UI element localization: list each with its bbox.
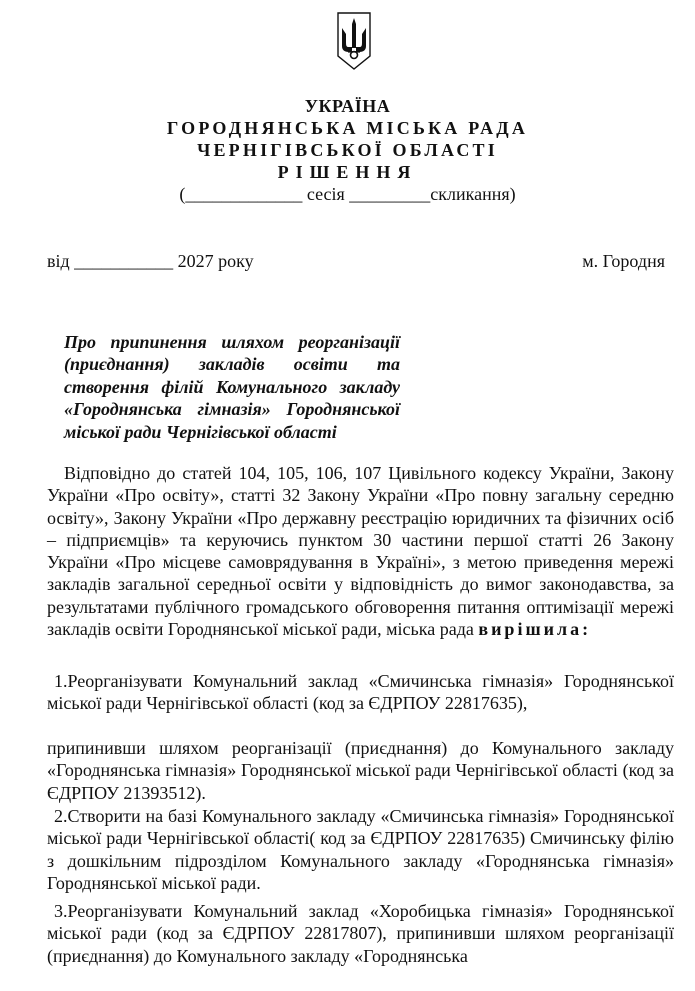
item-1-continuation: припинивши шляхом реорганізації (приєднання) до Комунального закладу «Городнянська гімназія» Городнянської міської ради Чернігівської області (код за ЄДРПОУ 21393512). — [47, 738, 674, 803]
preamble-text: Відповідно до статей 104, 105, 106, 107 Цивільного кодексу України, Закону України «Про освіту», статті 32 Закону України «Про повну загальну середню освіту», Закону України «Про державну реєстрацію юридичних та фізичних осіб – підприємців» та керуючись пунктом 30 частини першої статті 26 Закону України «Про місцеве самоврядування в Україні», з метою приведення мережі закладів загальної середньої освіти у відповідність до вимог законодавства, за результатами публічного громадського обговорення питання оптимізації мережі закладів освіти Городнянської міської ради, міська рада — [47, 463, 674, 640]
council-title: ГОРОДНЯНСЬКА МІСЬКА РАДА — [166, 118, 529, 138]
decided-label: вирішила: — [478, 619, 592, 640]
coat-of-arms-icon — [337, 12, 371, 70]
decision-subject: Про припинення шляхом реорганізації (приєднання) закладів освіти та створення філій Комунального закладу «Городнянська гімназія» Городнянської міської ради Чернігівської області — [64, 332, 400, 442]
item-3: 3.Реорганізувати Комунальний заклад «Хоробицька гімназія» Городнянської міської ради (код за ЄДРПОУ 22817807), припинивши шляхом реорганізації (приєднання) до Комунального закладу «Городнянська — [47, 901, 674, 966]
session-line: (_____________ сесія _________скликання) — [179, 184, 516, 204]
preamble-paragraph — [47, 462, 674, 640]
decision-date: від ___________ 2027 року — [47, 251, 254, 271]
dateline — [47, 250, 665, 272]
region-title: ЧЕРНІГІВСЬКОЇ ОБЛАСТІ — [197, 140, 498, 160]
item-1: 1.Реорганізувати Комунальний заклад «Смичинська гімназія» Городнянської міської ради Чернігівської області (код за ЄДРПОУ 22817635), — [47, 671, 674, 714]
country-title: УКРАЇНА — [304, 96, 391, 116]
item-2: 2.Створити на базі Комунального закладу «Смичинська гімназія» Городнянської міської ради Чернігівської області( код за ЄДРПОУ 22817635) Смичинську філію з дошкільним підрозділом Комунального закладу «Городнянська гімназія» Городнянської міської ради. — [47, 806, 674, 893]
doc-type-title: РІШЕННЯ — [277, 162, 418, 182]
document-header — [0, 95, 695, 205]
decision-place: м. Городня — [582, 251, 665, 271]
